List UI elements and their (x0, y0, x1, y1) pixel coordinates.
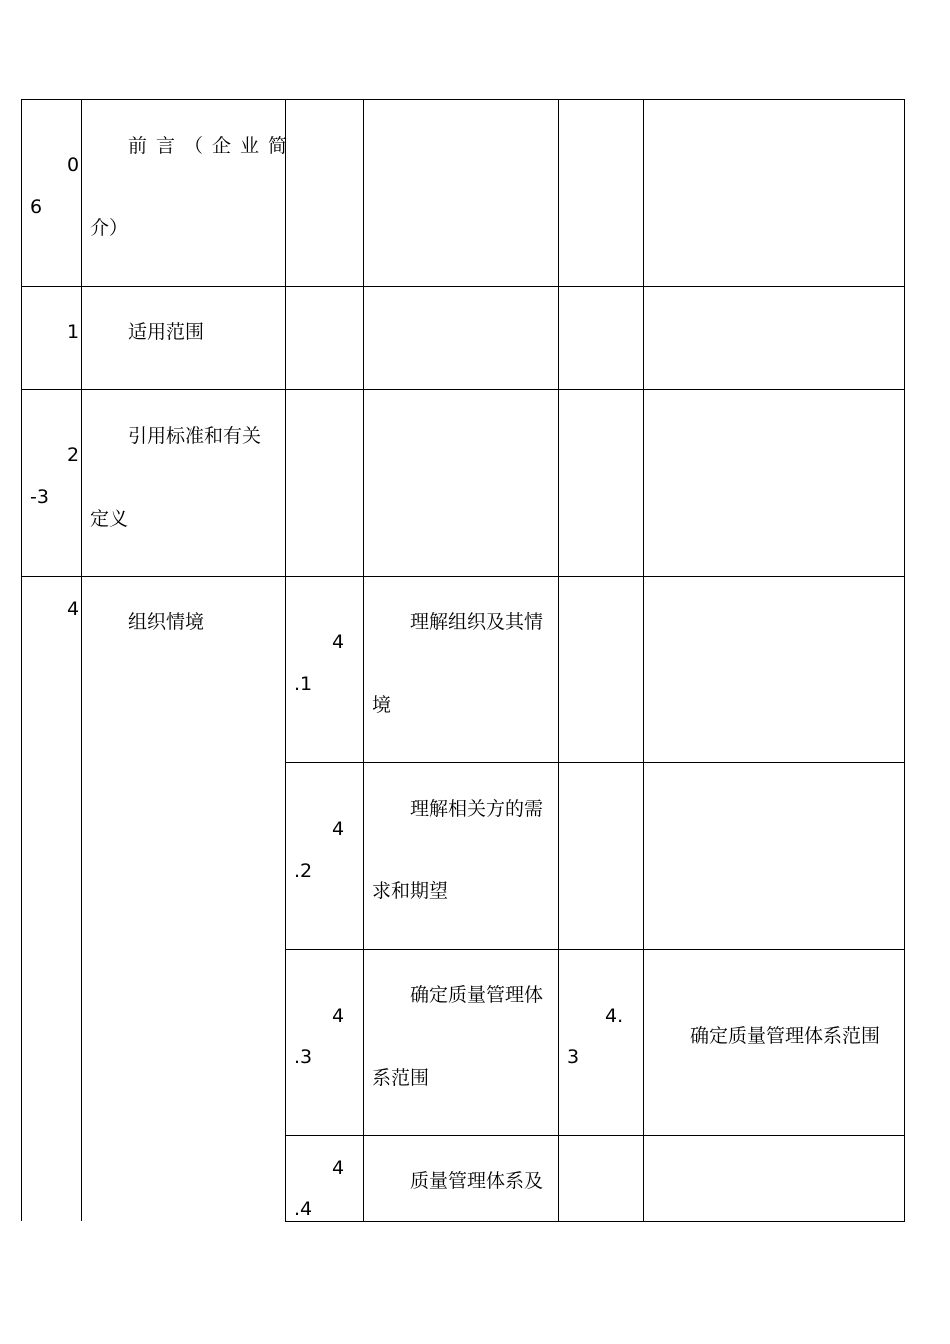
subclause-4-3-top: 4 (332, 1005, 345, 1027)
references-title-line1: 引用标准和有关 (128, 425, 262, 447)
subclause-4-2-title-line2: 求和期望 (372, 880, 449, 902)
subclause-4-4-bottom: .4 (294, 1198, 313, 1220)
row-divider (285, 949, 905, 950)
references-clause-bottom: -3 (30, 486, 49, 508)
table-border-top (21, 99, 905, 100)
subclause-4-4-top: 4 (332, 1157, 345, 1179)
subclause-4-4-title-line1: 质量管理体系及 (410, 1170, 544, 1192)
context-title: 组织情境 (128, 611, 205, 633)
subclause-4-1-bottom: .1 (294, 673, 313, 695)
preface-title-line1: 前言（企业简 (128, 135, 297, 157)
row-divider (21, 286, 905, 287)
preface-clause-top: 0 (67, 154, 80, 176)
preface-title-line2: 介） (90, 217, 129, 239)
subclause-4-2-top: 4 (332, 818, 345, 840)
row-divider (21, 389, 905, 390)
subclause-4-3-bottom: .3 (294, 1046, 313, 1068)
row-divider (21, 576, 905, 577)
subclause-4-3-ref-clause-top: 4. (605, 1005, 624, 1027)
references-clause-top: 2 (67, 444, 80, 466)
subclause-4-1-top: 4 (332, 631, 345, 653)
subclause-4-3-title-line1: 确定质量管理体 (410, 984, 544, 1006)
context-clause: 4 (67, 598, 80, 620)
preface-clause-bottom: 6 (30, 196, 43, 218)
subclause-4-2-bottom: .2 (294, 860, 313, 882)
column-divider (363, 99, 364, 1222)
scope-clause: 1 (67, 321, 80, 343)
subclause-4-2-title-line1: 理解相关方的需 (410, 798, 544, 820)
row-divider (285, 1135, 905, 1136)
column-divider (558, 99, 559, 1222)
row-divider (285, 762, 905, 763)
column-divider (285, 99, 286, 1222)
references-title-line2: 定义 (90, 508, 129, 530)
scope-title: 适用范围 (128, 321, 205, 343)
subclause-4-3-title-line2: 系范围 (372, 1067, 430, 1089)
table-border-right (904, 99, 905, 1222)
subclause-4-3-ref-clause-bottom: 3 (567, 1046, 580, 1068)
table-border-bottom (285, 1221, 905, 1222)
subclause-4-1-title-line2: 境 (372, 694, 392, 716)
table-border-left (21, 99, 22, 1221)
column-divider (81, 99, 82, 1221)
subclause-4-1-title-line1: 理解组织及其情 (410, 611, 544, 633)
subclause-4-3-ref-title: 确定质量管理体系范围 (690, 1025, 881, 1047)
column-divider (643, 99, 644, 1222)
